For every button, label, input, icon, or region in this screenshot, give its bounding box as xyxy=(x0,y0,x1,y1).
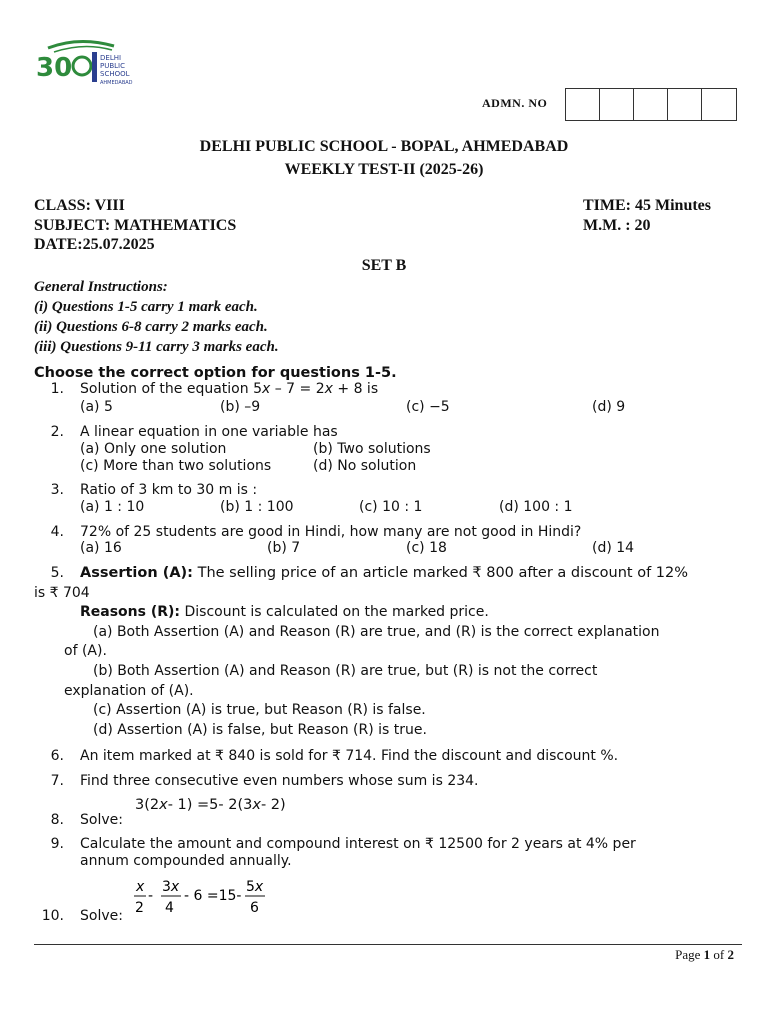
option: (c) −5 xyxy=(406,399,450,415)
max-marks-label: M.M. : 20 xyxy=(583,217,651,234)
svg-text:3x: 3x xyxy=(162,879,180,895)
test-title: WEEKLY TEST-II (2025-26) xyxy=(284,161,484,178)
question-number: 1. xyxy=(50,381,64,397)
question-text: Solution of the equation 5x – 7 = 2x + 8 is xyxy=(80,381,379,397)
footer-divider xyxy=(34,944,742,945)
svg-text:5x: 5x xyxy=(246,879,264,895)
question-number: 6. xyxy=(50,748,64,764)
question-number: 10. xyxy=(41,908,64,924)
question-text: A linear equation in one variable has xyxy=(80,424,338,440)
svg-text:x: x xyxy=(136,879,145,895)
admission-digit-box[interactable] xyxy=(634,89,668,120)
question-number: 7. xyxy=(50,773,64,789)
admission-digit-box[interactable] xyxy=(702,89,736,120)
section-heading: Choose the correct option for questions 1-5. xyxy=(34,365,397,381)
option: (d) 9 xyxy=(592,399,626,415)
date-label: DATE:25.07.2025 xyxy=(34,236,155,253)
option: (b) 1 : 100 xyxy=(220,499,294,515)
svg-text:4: 4 xyxy=(165,900,174,916)
option: (c) Assertion (A) is true, but Reason (R) is false. xyxy=(93,702,426,718)
admission-number-label: ADMN. NO xyxy=(482,96,548,110)
subject-label: SUBJECT: MATHEMATICS xyxy=(34,217,237,234)
svg-text:AHMEDABAD: AHMEDABAD xyxy=(100,80,133,86)
time-label: TIME: 45 Minutes xyxy=(583,197,711,214)
set-label: SET B xyxy=(361,257,407,274)
svg-text:SCHOOL: SCHOOL xyxy=(100,70,130,78)
page-number: Page 1 of 2 xyxy=(675,947,734,962)
question-number: 8. xyxy=(50,812,64,828)
admission-digit-box[interactable] xyxy=(566,89,600,120)
svg-text:DELHI: DELHI xyxy=(100,54,122,62)
option: (d) 100 : 1 xyxy=(499,499,573,515)
svg-text:30: 30 xyxy=(36,53,73,83)
option: (c) 10 : 1 xyxy=(359,499,423,515)
instruction-item: (ii) Questions 6-8 carry 2 marks each. xyxy=(34,319,268,335)
admission-number-boxes[interactable] xyxy=(565,88,737,121)
option: (a) 1 : 10 xyxy=(80,499,145,515)
option: (a) Only one solution xyxy=(80,441,227,457)
question-text: Ratio of 3 km to 30 m is : xyxy=(80,482,258,498)
svg-text:- 6 =15-: - 6 =15- xyxy=(184,888,242,904)
question-text-continuation: annum compounded annually. xyxy=(80,853,292,869)
svg-text:-: - xyxy=(148,888,154,904)
question-text: An item marked at ₹ 840 is sold for ₹ 714. Find the discount and discount %. xyxy=(80,748,619,764)
instruction-item: (iii) Questions 9-11 carry 3 marks each. xyxy=(34,339,279,355)
question-number: 5. xyxy=(50,565,64,581)
question-number: 9. xyxy=(50,836,64,852)
option: (d) Assertion (A) is false, but Reason (R) is true. xyxy=(93,722,427,738)
question-text: Find three consecutive even numbers whose sum is 234. xyxy=(80,773,479,789)
option: (c) 18 xyxy=(406,540,447,556)
reason-text: Reasons (R): Discount is calculated on the marked price. xyxy=(80,604,489,620)
option: (d) No solution xyxy=(313,458,417,474)
option: (a) Both Assertion (A) and Reason (R) are true, and (R) is the correct explanation xyxy=(93,624,660,640)
school-title: DELHI PUBLIC SCHOOL - BOPAL, AHMEDABAD xyxy=(199,138,569,155)
option-continuation: explanation of (A). xyxy=(64,683,194,699)
question-text: Solve: xyxy=(80,812,123,828)
question-number: 2. xyxy=(50,424,64,440)
assertion-text: Assertion (A): The selling price of an article marked ₹ 800 after a discount of 12% xyxy=(80,565,689,581)
svg-text:6: 6 xyxy=(250,900,259,916)
instructions-title: General Instructions: xyxy=(34,279,168,295)
equation-q10 xyxy=(133,878,273,922)
option: (b) 7 xyxy=(267,540,301,556)
question-text: Solve: xyxy=(80,908,123,924)
question-text: 72% of 25 students are good in Hindi, how many are not good in Hindi? xyxy=(80,524,582,540)
option-continuation: of (A). xyxy=(64,643,107,659)
option: (a) 16 xyxy=(80,540,122,556)
option: (a) 5 xyxy=(80,399,113,415)
question-text: Calculate the amount and compound interest on ₹ 12500 for 2 years at 4% per xyxy=(80,836,636,852)
option: (d) 14 xyxy=(592,540,635,556)
option: (b) Both Assertion (A) and Reason (R) are true, but (R) is not the correct xyxy=(93,663,598,679)
school-logo xyxy=(34,38,144,88)
option: (c) More than two solutions xyxy=(80,458,272,474)
admission-digit-box[interactable] xyxy=(600,89,634,120)
equation-q8: 3(2x- 1) =5- 2(3x- 2) xyxy=(135,797,286,813)
svg-text:2: 2 xyxy=(135,900,144,916)
assertion-continuation: is ₹ 704 xyxy=(34,585,90,601)
svg-text:PUBLIC: PUBLIC xyxy=(100,62,125,70)
class-label: CLASS: VIII xyxy=(34,197,125,214)
question-number: 3. xyxy=(50,482,64,498)
option: (b) Two solutions xyxy=(313,441,431,457)
instruction-item: (i) Questions 1-5 carry 1 mark each. xyxy=(34,299,258,315)
option: (b) –9 xyxy=(220,399,261,415)
question-number: 4. xyxy=(50,524,64,540)
admission-digit-box[interactable] xyxy=(668,89,702,120)
